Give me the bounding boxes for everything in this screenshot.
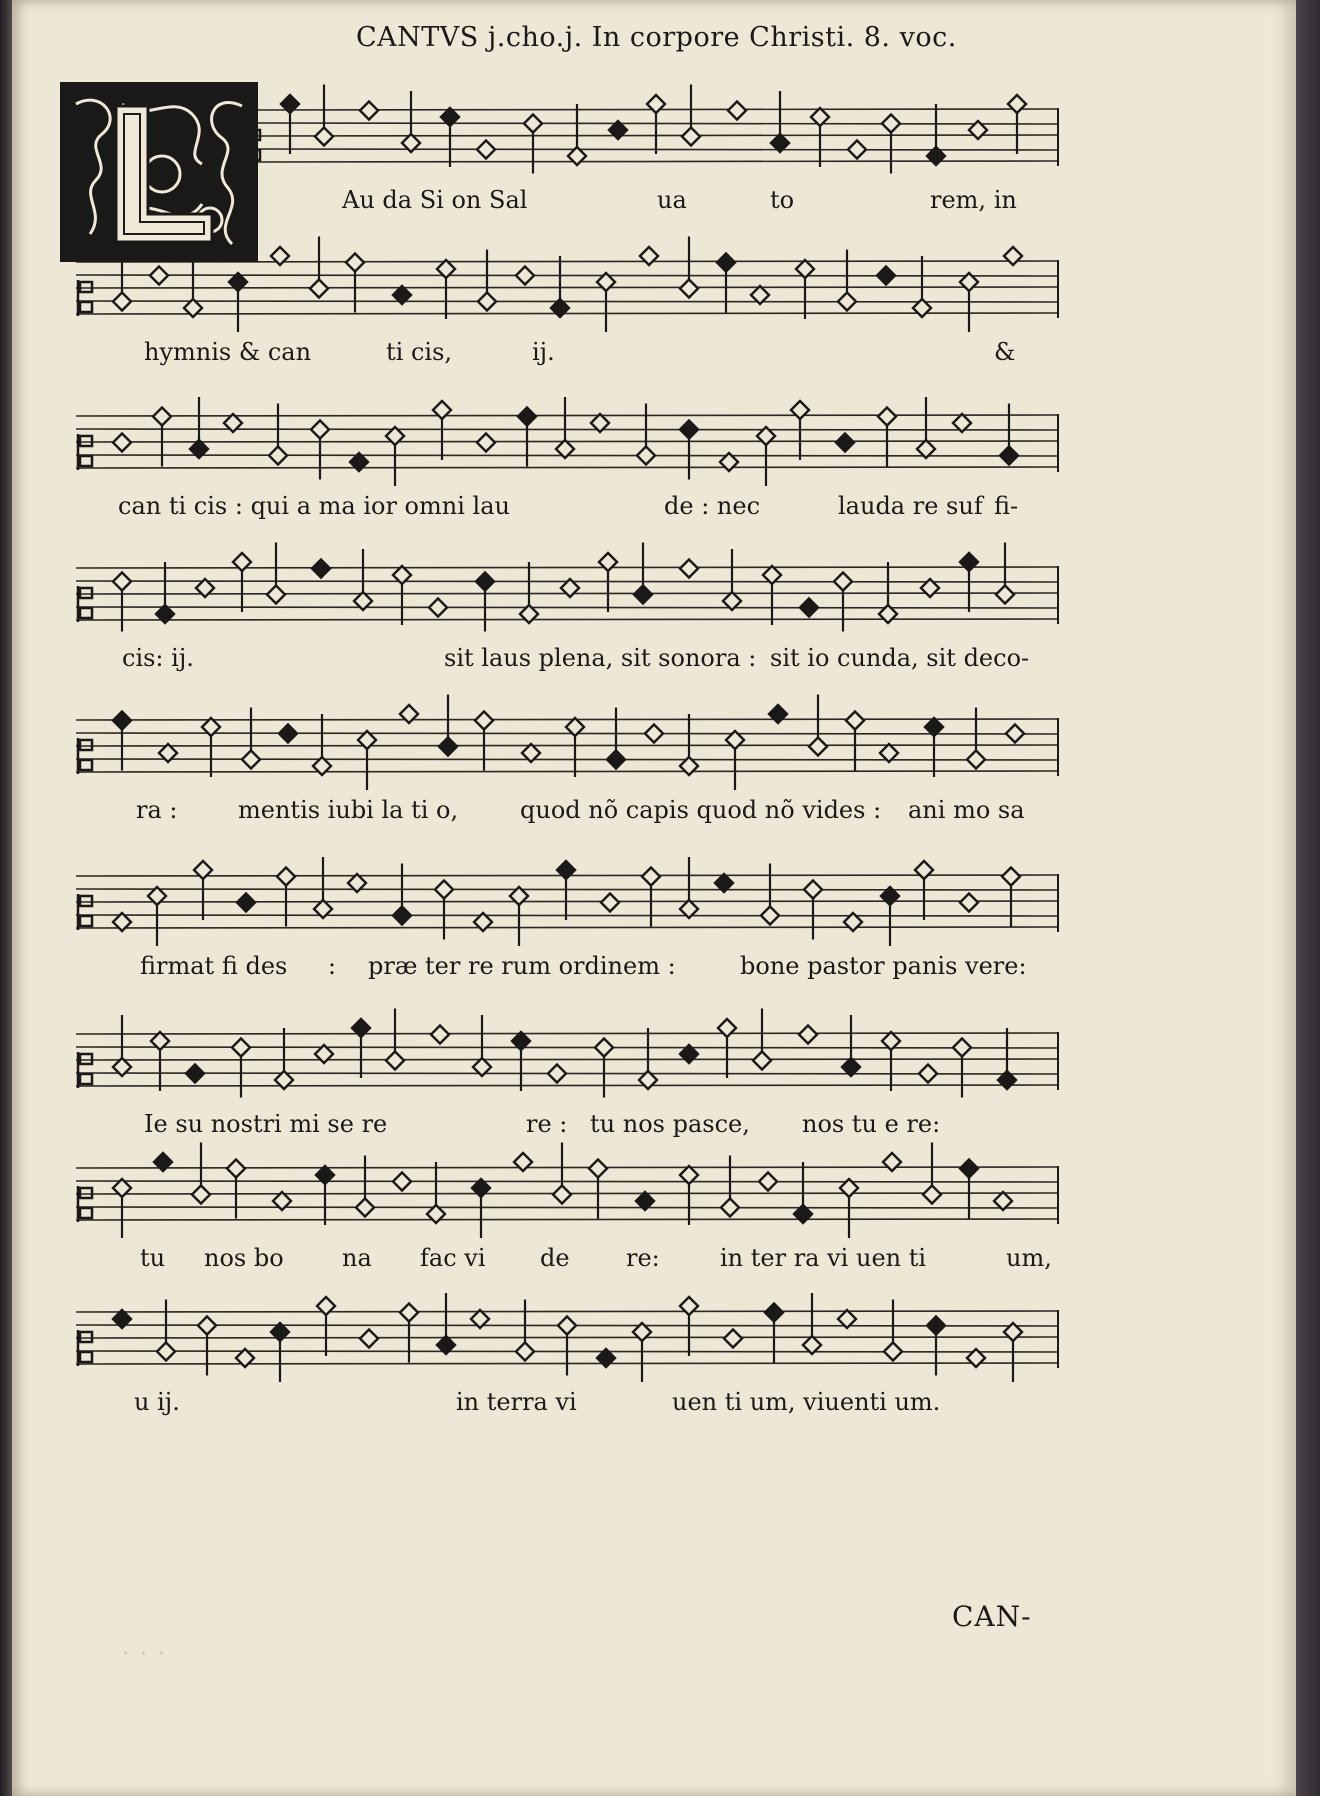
note-icon (558, 1317, 576, 1376)
staff-line (76, 619, 1058, 620)
note-icon (804, 881, 822, 940)
lyric-syllable: ua (657, 186, 687, 214)
note-icon (315, 85, 333, 146)
decorated-initial-l (60, 82, 258, 262)
staff (12, 826, 1296, 956)
lyric-syllable: & (994, 338, 1016, 366)
lyric-syllable: Ie su nostri mi se re (144, 1110, 388, 1138)
note-icon (925, 718, 943, 777)
staff (12, 366, 1296, 496)
lyric-syllable: hymnis & can (144, 338, 312, 366)
note-icon (642, 868, 660, 927)
note-icon (878, 408, 896, 467)
c-clef-icon (78, 1186, 92, 1222)
note-icon (723, 549, 741, 610)
lyric-syllable: rem, in (930, 186, 1017, 214)
lyric-syllable: nos bo (204, 1244, 284, 1272)
note-icon (803, 1293, 821, 1354)
staff-line (76, 287, 1058, 288)
note-icon (838, 250, 856, 311)
note-icon (472, 1179, 490, 1238)
note-icon (566, 718, 584, 777)
note-icon (477, 141, 495, 159)
note-icon (393, 864, 411, 925)
note-icon (194, 861, 212, 920)
note-icon (589, 1160, 607, 1219)
note-icon (358, 731, 376, 790)
note-icon (184, 256, 202, 317)
note-icon (884, 1300, 902, 1361)
note-icon (721, 1156, 739, 1217)
note-icon (680, 421, 698, 480)
note-icon (393, 1173, 411, 1191)
note-icon (475, 712, 493, 771)
lyric-syllable: firmat fi des (140, 952, 288, 980)
note-icon (645, 725, 663, 743)
note-icon (1002, 868, 1020, 927)
staff (12, 518, 1296, 648)
lyric-syllable: re: (626, 1244, 660, 1272)
lyric-syllable: sit laus plena, sit sonora : (444, 644, 757, 672)
note-icon (354, 549, 372, 610)
note-icon (680, 714, 698, 775)
lyric-syllable: in ter ra vi uen ti (720, 1244, 927, 1272)
note-icon (680, 857, 698, 918)
staff-line (76, 1047, 1058, 1048)
note-icon (1004, 247, 1022, 265)
staff (12, 1262, 1296, 1392)
lyric-syllable: nos tu e re: (802, 1110, 941, 1138)
note-icon (960, 1160, 978, 1219)
note-icon (360, 1330, 378, 1348)
note-icon (556, 397, 574, 458)
note-icon (281, 95, 299, 154)
lyric-syllable: re : (526, 1110, 568, 1138)
note-icon (153, 408, 171, 467)
note-icon (800, 599, 818, 617)
note-icon (113, 1179, 131, 1238)
note-icon (386, 1009, 404, 1070)
note-icon (232, 1039, 250, 1098)
staff-line (76, 301, 1058, 302)
note-icon (437, 1293, 455, 1354)
note-icon (192, 1143, 210, 1204)
note-icon (595, 1039, 613, 1098)
page-custos: CAN- (952, 1600, 1032, 1633)
staff-line (76, 415, 1058, 416)
note-icon (190, 397, 208, 458)
note-icon (439, 695, 457, 756)
lyric-syllable: ti cis, (386, 338, 453, 366)
note-icon (553, 1143, 571, 1204)
note-icon (680, 1297, 698, 1356)
staff-line (76, 759, 1058, 760)
staff-line (76, 1059, 1058, 1060)
score-page (12, 0, 1296, 1796)
staff-line (76, 467, 1058, 468)
lyric-syllable: ani mo sa (908, 796, 1025, 824)
note-icon (967, 708, 985, 769)
show-through-text: · · · (122, 1642, 167, 1667)
note-icon (647, 95, 665, 154)
note-icon (634, 543, 652, 604)
note-icon (996, 543, 1014, 604)
note-icon (877, 267, 895, 285)
note-icon (771, 91, 789, 152)
note-icon (761, 864, 779, 925)
note-icon (386, 427, 404, 486)
note-icon (919, 1065, 937, 1083)
note-icon (510, 887, 528, 946)
c-clef-icon (78, 894, 92, 930)
note-icon (717, 254, 735, 313)
staff (12, 984, 1296, 1114)
note-icon (607, 708, 625, 769)
lyric-syllable: lauda re suf (838, 492, 983, 520)
note-icon (271, 1323, 289, 1382)
note-icon (473, 1015, 491, 1076)
note-icon (186, 1065, 204, 1083)
page-header: CANTVS j.cho.j. In corpore Christi. 8. voc. (356, 22, 957, 53)
c-clef-icon (78, 1330, 92, 1366)
note-icon (202, 718, 220, 777)
staff-line (76, 1085, 1058, 1086)
lyric-syllable: ra : (136, 796, 178, 824)
note-icon (842, 1015, 860, 1076)
note-icon (433, 401, 451, 460)
note-icon (478, 250, 496, 311)
staff-line (76, 1167, 1058, 1168)
note-icon (633, 1323, 651, 1382)
note-icon (848, 141, 866, 159)
note-icon (796, 260, 814, 319)
note-icon (680, 237, 698, 298)
note-icon (237, 894, 255, 912)
note-icon (435, 881, 453, 940)
c-clef-icon (78, 586, 92, 622)
note-icon (310, 237, 328, 298)
note-icon (923, 1143, 941, 1204)
note-icon (113, 434, 131, 452)
note-icon (759, 1173, 777, 1191)
note-icon (269, 404, 287, 465)
note-icon (953, 1039, 971, 1098)
note-icon (150, 267, 168, 285)
lyric-syllable: præ ter re rum ordinem : (368, 952, 676, 980)
note-icon (769, 705, 787, 723)
note-icon (113, 1015, 131, 1076)
note-icon (242, 708, 260, 769)
note-icon (229, 273, 247, 332)
note-icon (516, 267, 534, 285)
staff-line (76, 1181, 1058, 1182)
lyric-syllable: na (342, 1244, 372, 1272)
lyric-syllable: de : nec (664, 492, 761, 520)
note-icon (427, 1162, 445, 1223)
note-icon (437, 260, 455, 319)
lyric-syllable: in terra vi (456, 1388, 577, 1416)
note-icon (352, 1019, 370, 1078)
note-icon (728, 102, 746, 120)
note-icon (356, 1156, 374, 1217)
lyric-syllable: cis: ij. (122, 644, 194, 672)
note-icon (640, 247, 658, 265)
note-icon (476, 573, 494, 632)
lyric-syllable: uen ti um, viuenti um. (672, 1388, 941, 1416)
note-icon (233, 553, 251, 612)
note-icon (279, 725, 297, 743)
note-icon (637, 404, 655, 465)
staff-line (76, 1207, 1058, 1208)
staff-line (76, 733, 1058, 734)
note-icon (846, 712, 864, 771)
note-icon (277, 868, 295, 927)
lyric-syllable: can ti cis : qui a ma ior omni lau (118, 492, 510, 520)
lyric-syllable: fac vi (420, 1244, 486, 1272)
note-icon (882, 1032, 900, 1091)
note-icon (516, 1300, 534, 1361)
staff-line (76, 745, 1058, 746)
note-icon (275, 1028, 293, 1089)
note-icon (765, 1304, 783, 1363)
note-icon (836, 434, 854, 452)
lyric-syllable: bone pastor panis vere: (740, 952, 1027, 980)
note-icon (726, 731, 744, 790)
ornament-icon (62, 84, 256, 260)
note-icon (597, 273, 615, 332)
note-icon (883, 1153, 901, 1171)
note-icon (431, 1026, 449, 1044)
note-icon (400, 1304, 418, 1363)
note-icon (524, 115, 542, 174)
note-icon (316, 1166, 334, 1225)
staff-line (76, 313, 1058, 314)
lyric-syllable: : (328, 952, 337, 980)
c-clef-icon (78, 1052, 92, 1088)
staff-line (76, 1033, 1058, 1034)
lyric-syllable: tu nos pasce, (590, 1110, 750, 1138)
lyric-syllable: um, (1006, 1244, 1052, 1272)
note-icon (718, 1019, 736, 1078)
note-icon (960, 894, 978, 912)
lyric-syllable: tu (140, 1244, 166, 1272)
note-icon (551, 256, 569, 317)
note-icon (917, 397, 935, 458)
note-icon (809, 695, 827, 756)
note-icon (557, 861, 575, 920)
note-icon (313, 714, 331, 775)
note-icon (724, 1330, 742, 1348)
lyric-syllable: Au da Si on Sal (342, 186, 528, 214)
note-icon (520, 562, 538, 623)
note-icon (113, 712, 131, 771)
note-icon (151, 1032, 169, 1091)
staff-line (76, 567, 1058, 568)
c-clef-icon (78, 434, 92, 470)
lyric-syllable: mentis iubi la ti o, (238, 796, 459, 824)
staff-line (76, 429, 1058, 430)
note-icon (601, 894, 619, 912)
note-icon (198, 1317, 216, 1376)
note-icon (927, 1317, 945, 1376)
note-icon (267, 543, 285, 604)
c-clef-icon (78, 280, 92, 316)
note-icon (312, 560, 330, 578)
note-icon (148, 887, 166, 946)
note-icon (113, 573, 131, 632)
note-icon (811, 108, 829, 167)
note-icon (1006, 725, 1024, 743)
note-icon (477, 434, 495, 452)
note-icon (753, 1009, 771, 1070)
note-icon (157, 1300, 175, 1361)
note-icon (314, 857, 332, 918)
c-clef-icon (78, 738, 92, 774)
staff (12, 1118, 1296, 1248)
note-icon (568, 104, 586, 165)
staff-line (76, 1311, 1058, 1312)
note-icon (682, 85, 700, 146)
note-icon (317, 1297, 335, 1356)
note-icon (227, 1160, 245, 1219)
staff-line (76, 275, 1058, 276)
page-edge (1296, 0, 1320, 1796)
note-icon (1000, 404, 1018, 465)
lyric-syllable: de (540, 1244, 570, 1272)
note-icon (512, 1032, 530, 1091)
staff-line (76, 927, 1058, 928)
note-icon (346, 254, 364, 313)
note-icon (441, 108, 459, 167)
lyric-syllable: u ij. (134, 1388, 180, 1416)
note-icon (834, 573, 852, 632)
lyric-syllable: fi- (994, 492, 1019, 520)
lyric-syllable: ij. (532, 338, 555, 366)
note-icon (429, 599, 447, 617)
note-icon (680, 1166, 698, 1225)
note-icon (360, 102, 378, 120)
note-icon (548, 1065, 566, 1083)
note-icon (156, 562, 174, 623)
note-icon (763, 566, 781, 625)
staff-line (76, 1219, 1058, 1220)
staff-line (76, 719, 1058, 720)
lyric-syllable: quod nõ capis quod nõ vides : (520, 796, 882, 824)
staff-line (76, 607, 1058, 608)
staff-line (76, 771, 1058, 772)
note-icon (799, 1026, 817, 1044)
lyric-syllable: sit io cunda, sit deco- (770, 644, 1030, 672)
note-icon (882, 115, 900, 174)
note-icon (599, 553, 617, 612)
staff (12, 670, 1296, 800)
note-icon (311, 421, 329, 480)
note-icon (639, 1028, 657, 1089)
note-icon (393, 566, 411, 625)
note-icon (402, 91, 420, 152)
note-icon (680, 560, 698, 578)
lyric-syllable: to (770, 186, 795, 214)
note-icon (518, 408, 536, 467)
